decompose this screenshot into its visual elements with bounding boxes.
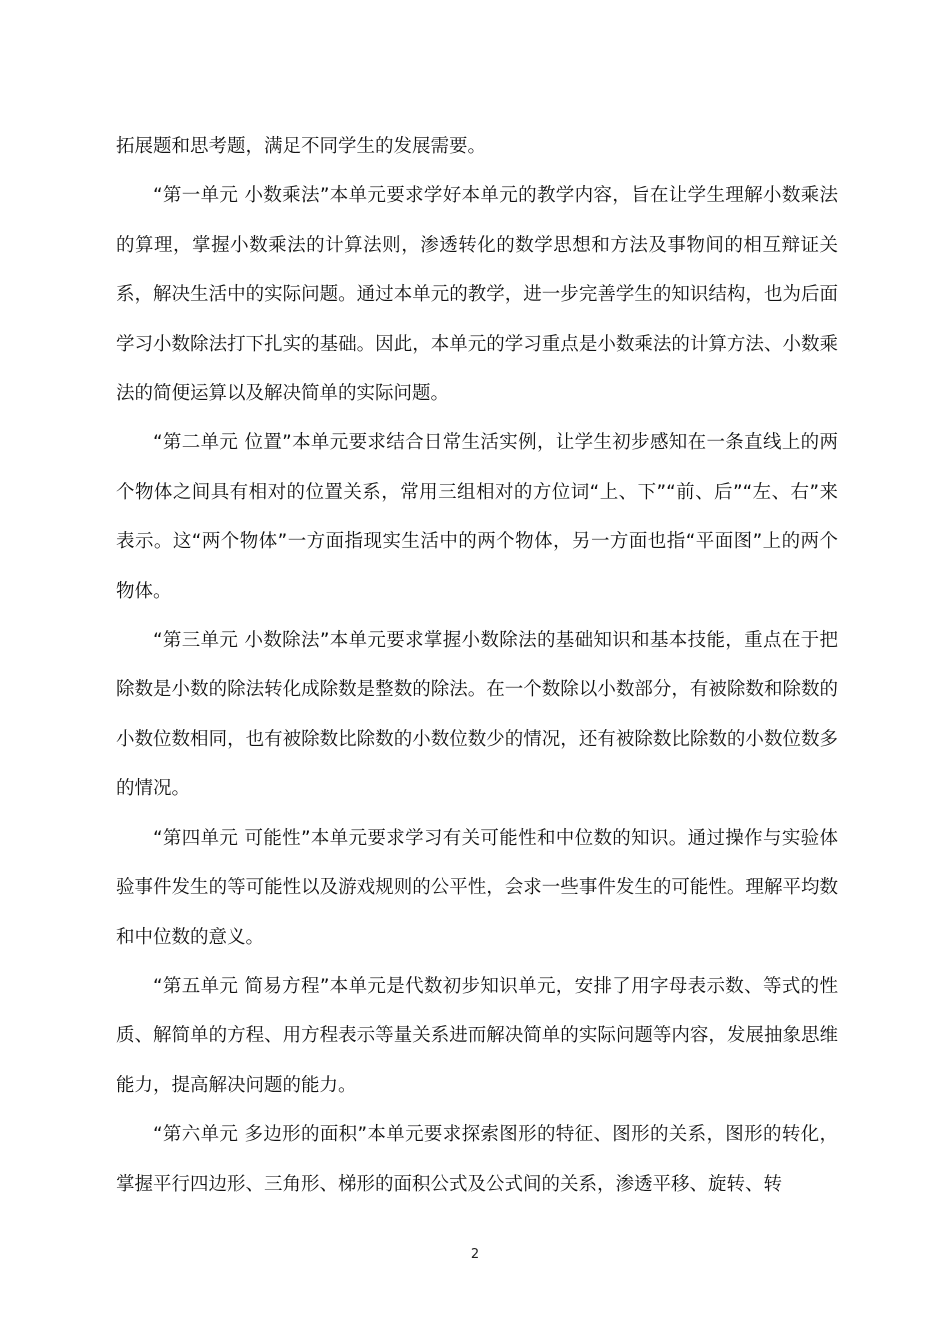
body-text [116, 122, 838, 1209]
paragraph-continuation: 拓展题和思考题，满足不同学生的发展需要。 [116, 136, 487, 157]
page-number: 2 [470, 1247, 480, 1262]
paragraph-unit-3: “第三单元 小数除法”本单元要求掌握小数除法的基础知识和基本技能，重点在于把除数是小数的除法转化成除数是整数的除法。在一个数除以小数部分，有被除数和除数的小数位数相同，也有被除数比除数的小数位数少的情况，还有被除数比除数的小数位数多的情况。 [116, 630, 838, 800]
paragraph-unit-6: “第六单元 多边形的面积”本单元要求探索图形的特征、图形的关系，图形的转化，掌握平行四边形、三角形、梯形的面积公式及公式间的关系，渗透平移、旋转、转 [116, 1124, 838, 1195]
paragraph-unit-4: “第四单元 可能性”本单元要求学习有关可能性和中位数的知识。通过操作与实验体验事件发生的等可能性以及游戏规则的公平性，会求一些事件发生的可能性。理解平均数和中位数的意义。 [116, 827, 838, 948]
paragraph-unit-1: “第一单元 小数乘法”本单元要求学好本单元的教学内容，旨在让学生理解小数乘法的算理，掌握小数乘法的计算法则，渗透转化的数学思想和方法及事物间的相互辩证关系，解决生活中的实际问题。通过本单元的教学，进一步完善学生的知识结构，也为后面学习小数除法打下扎实的基础。因此，本单元的学习重点是小数乘法的计算方法、小数乘法的简便运算以及解决简单的实际问题。 [116, 185, 838, 405]
paragraph-unit-5: “第五单元 简易方程”本单元是代数初步知识单元，安排了用字母表示数、等式的性质、解简单的方程、用方程表示等量关系进而解决简单的实际问题等内容，发展抽象思维能力，提高解决问题的能力。 [116, 975, 838, 1096]
paragraph-unit-2: “第二单元 位置”本单元要求结合日常生活实例，让学生初步感知在一条直线上的两个物体之间具有相对的位置关系，常用三组相对的方位词“上、下”“前、后”“左、右”来表示。这“两个物体”一方面指现实生活中的两个物体，另一方面也指“平面图”上的两个物体。 [116, 432, 838, 602]
